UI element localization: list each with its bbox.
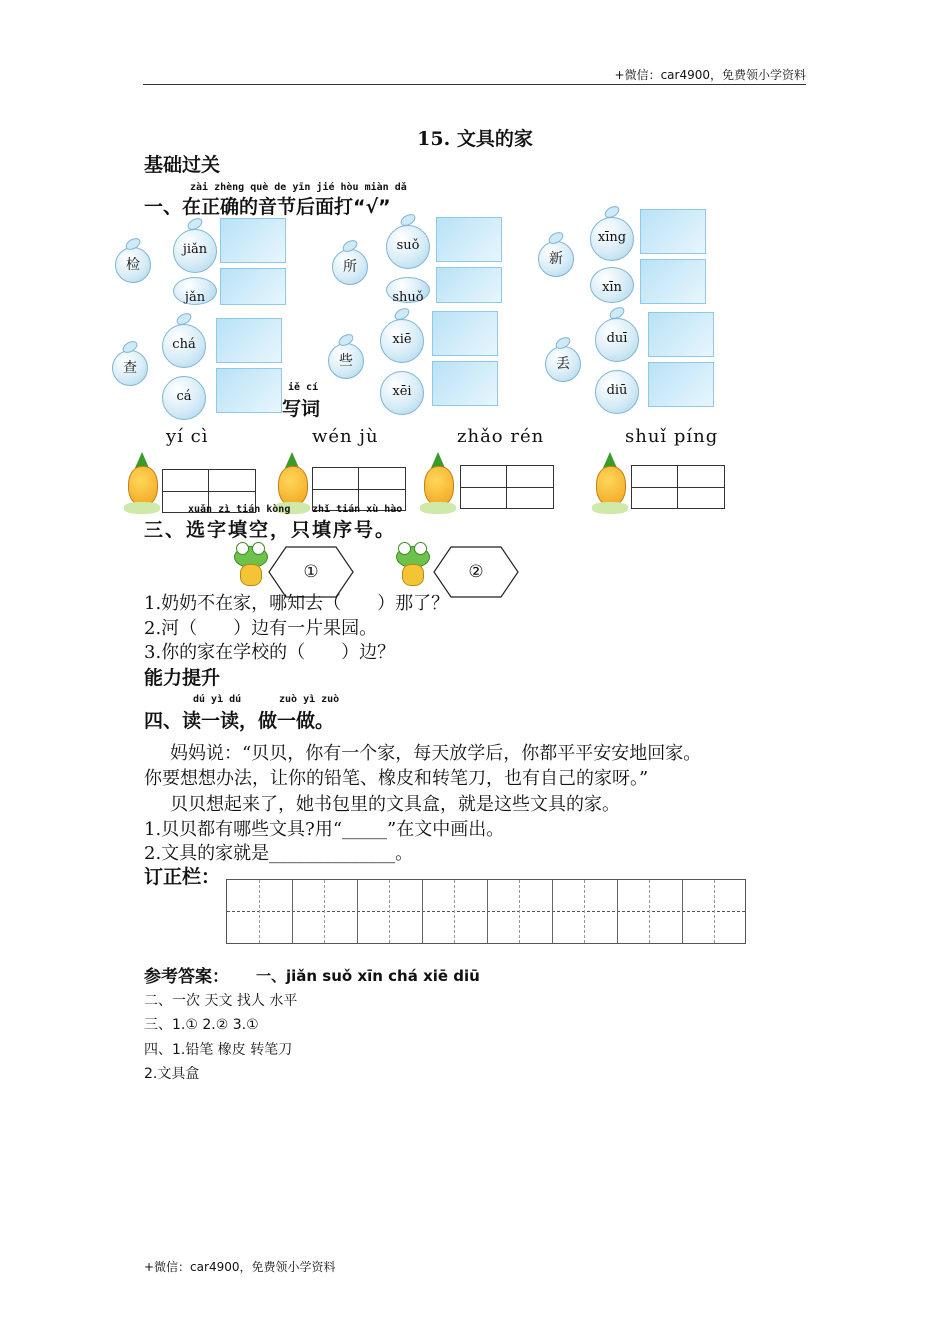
q2-heading: 写词 (282, 398, 321, 420)
answer-box[interactable] (648, 362, 714, 407)
q2-word-1-pinyin: yí cì (166, 426, 209, 447)
q3-sentence-1: 1.奶奶不在家，哪知去（ ）那了？ (144, 593, 450, 614)
q4-paragraph-3: 贝贝想起来了，她书包里的文具盒，就是这些文具的家。 (170, 794, 620, 815)
writing-grid-4[interactable] (631, 465, 725, 509)
answer-box[interactable] (436, 217, 502, 262)
answer-box[interactable] (432, 361, 498, 406)
q1-pinyin: zài zhèng què de yīn jié hòu miàn dǎ (190, 182, 407, 193)
pinyin-apple: xēi (380, 371, 424, 415)
page-title: 15. 文具的家 (417, 128, 533, 150)
q2-word-3-pinyin: zhǎo rén (457, 426, 545, 447)
answer-box[interactable] (220, 268, 286, 305)
q4-task-2: 2.文具的家就是______________。 (144, 843, 414, 864)
answers-line-2: 二、一次 天文 找人 水平 (144, 993, 298, 1009)
q1-group-2 (332, 205, 512, 305)
pineapple-icon (122, 452, 162, 516)
pinyin-apple: diū (595, 370, 639, 414)
q4-paragraph-1: 妈妈说：“贝贝，你有一个家，每天放学后，你都平平安安地回家。 (170, 743, 702, 764)
q4-pinyin-zuo: zuò yì zuò (279, 694, 340, 705)
option-2-label: ② (468, 562, 484, 582)
q1-group-5 (328, 305, 508, 417)
q1-group-1 (115, 205, 295, 305)
q3-pinyin-1: xuǎn zì tián kòng (188, 504, 291, 515)
char-apple: 所 (332, 249, 368, 285)
q3-sentence-3: 3.你的家在学校的（ ）边？ (144, 642, 396, 663)
q3-heading: 三、选字填空，只填序号。 (144, 519, 397, 541)
frog-icon (394, 542, 430, 588)
q2-pinyin: iě cí (288, 382, 319, 393)
q2-word-2-pinyin: wén jù (312, 426, 379, 447)
footer-note: +微信：car4900，免费领小学资料 (144, 1260, 336, 1274)
answer-box[interactable] (648, 312, 714, 357)
q4-paragraph-2: 你要想想办法，让你的铅笔、橡皮和转笔刀，也有自己的家呀。” (144, 768, 649, 789)
q1-heading: 一、在正确的音节后面打“√” (144, 196, 391, 218)
q4-heading: 四、读一读，做一做。 (144, 710, 335, 732)
answer-box[interactable] (640, 209, 706, 254)
char-apple: 新 (538, 241, 574, 277)
q3-sentence-2: 2.河（ ）边有一片果园。 (144, 618, 378, 639)
answers-line-5: 2.文具盒 (144, 1066, 200, 1082)
correction-grid[interactable] (226, 879, 746, 944)
section-ability-heading: 能力提升 (144, 667, 221, 689)
answers-line-3: 三、1.① 2.② 3.① (144, 1017, 259, 1033)
header-note: +微信：car4900，免费领小学资料 (614, 68, 806, 82)
q1-group-6 (545, 308, 725, 420)
correction-label: 订正栏： (144, 866, 221, 888)
pinyin-apple: xīn (590, 267, 634, 303)
q1-group-3 (538, 205, 718, 305)
pinyin-apple: chá (162, 324, 206, 368)
header-rule (143, 84, 806, 85)
answer-box[interactable] (640, 259, 706, 304)
char-apple: 些 (328, 343, 364, 379)
pinyin-apple: jiǎn (173, 229, 217, 273)
char-apple: 查 (112, 350, 148, 386)
answers-label: 参考答案： (144, 967, 229, 987)
option-1-label: ① (303, 562, 319, 582)
answer-box[interactable] (436, 267, 502, 303)
pineapple-icon (590, 452, 630, 516)
char-apple: 检 (115, 247, 151, 283)
answer-box[interactable] (432, 311, 498, 356)
q4-pinyin-du: dú yì dú (193, 694, 242, 705)
answers-line-1: 一、jiǎn suǒ xīn chá xiē diū (256, 967, 480, 985)
answer-box[interactable] (216, 368, 282, 413)
pinyin-apple: xiē (380, 319, 424, 363)
writing-grid-3[interactable] (460, 465, 554, 509)
pinyin-apple: shuǒ (386, 277, 430, 303)
answer-box[interactable] (216, 318, 282, 363)
answers-line-4: 四、1.铅笔 橡皮 转笔刀 (144, 1042, 293, 1058)
section-basic-heading: 基础过关 (144, 154, 221, 176)
q2-word-4-pinyin: shuǐ píng (625, 426, 719, 447)
pinyin-apple: cá (162, 376, 206, 420)
pinyin-apple: xīng (590, 217, 634, 261)
pinyin-apple: jǎn (173, 277, 217, 305)
char-apple: 丢 (545, 346, 581, 382)
pinyin-apple: suǒ (386, 225, 430, 269)
q3-pinyin-2: zhǐ tián xù hào (312, 504, 403, 515)
q4-task-1: 1.贝贝都有哪些文具?用“_____”在文中画出。 (144, 819, 505, 840)
pinyin-apple: duī (595, 318, 639, 362)
pineapple-icon (418, 452, 458, 516)
frog-icon (232, 542, 268, 588)
answer-box[interactable] (220, 218, 286, 263)
q1-group-4 (112, 312, 292, 424)
